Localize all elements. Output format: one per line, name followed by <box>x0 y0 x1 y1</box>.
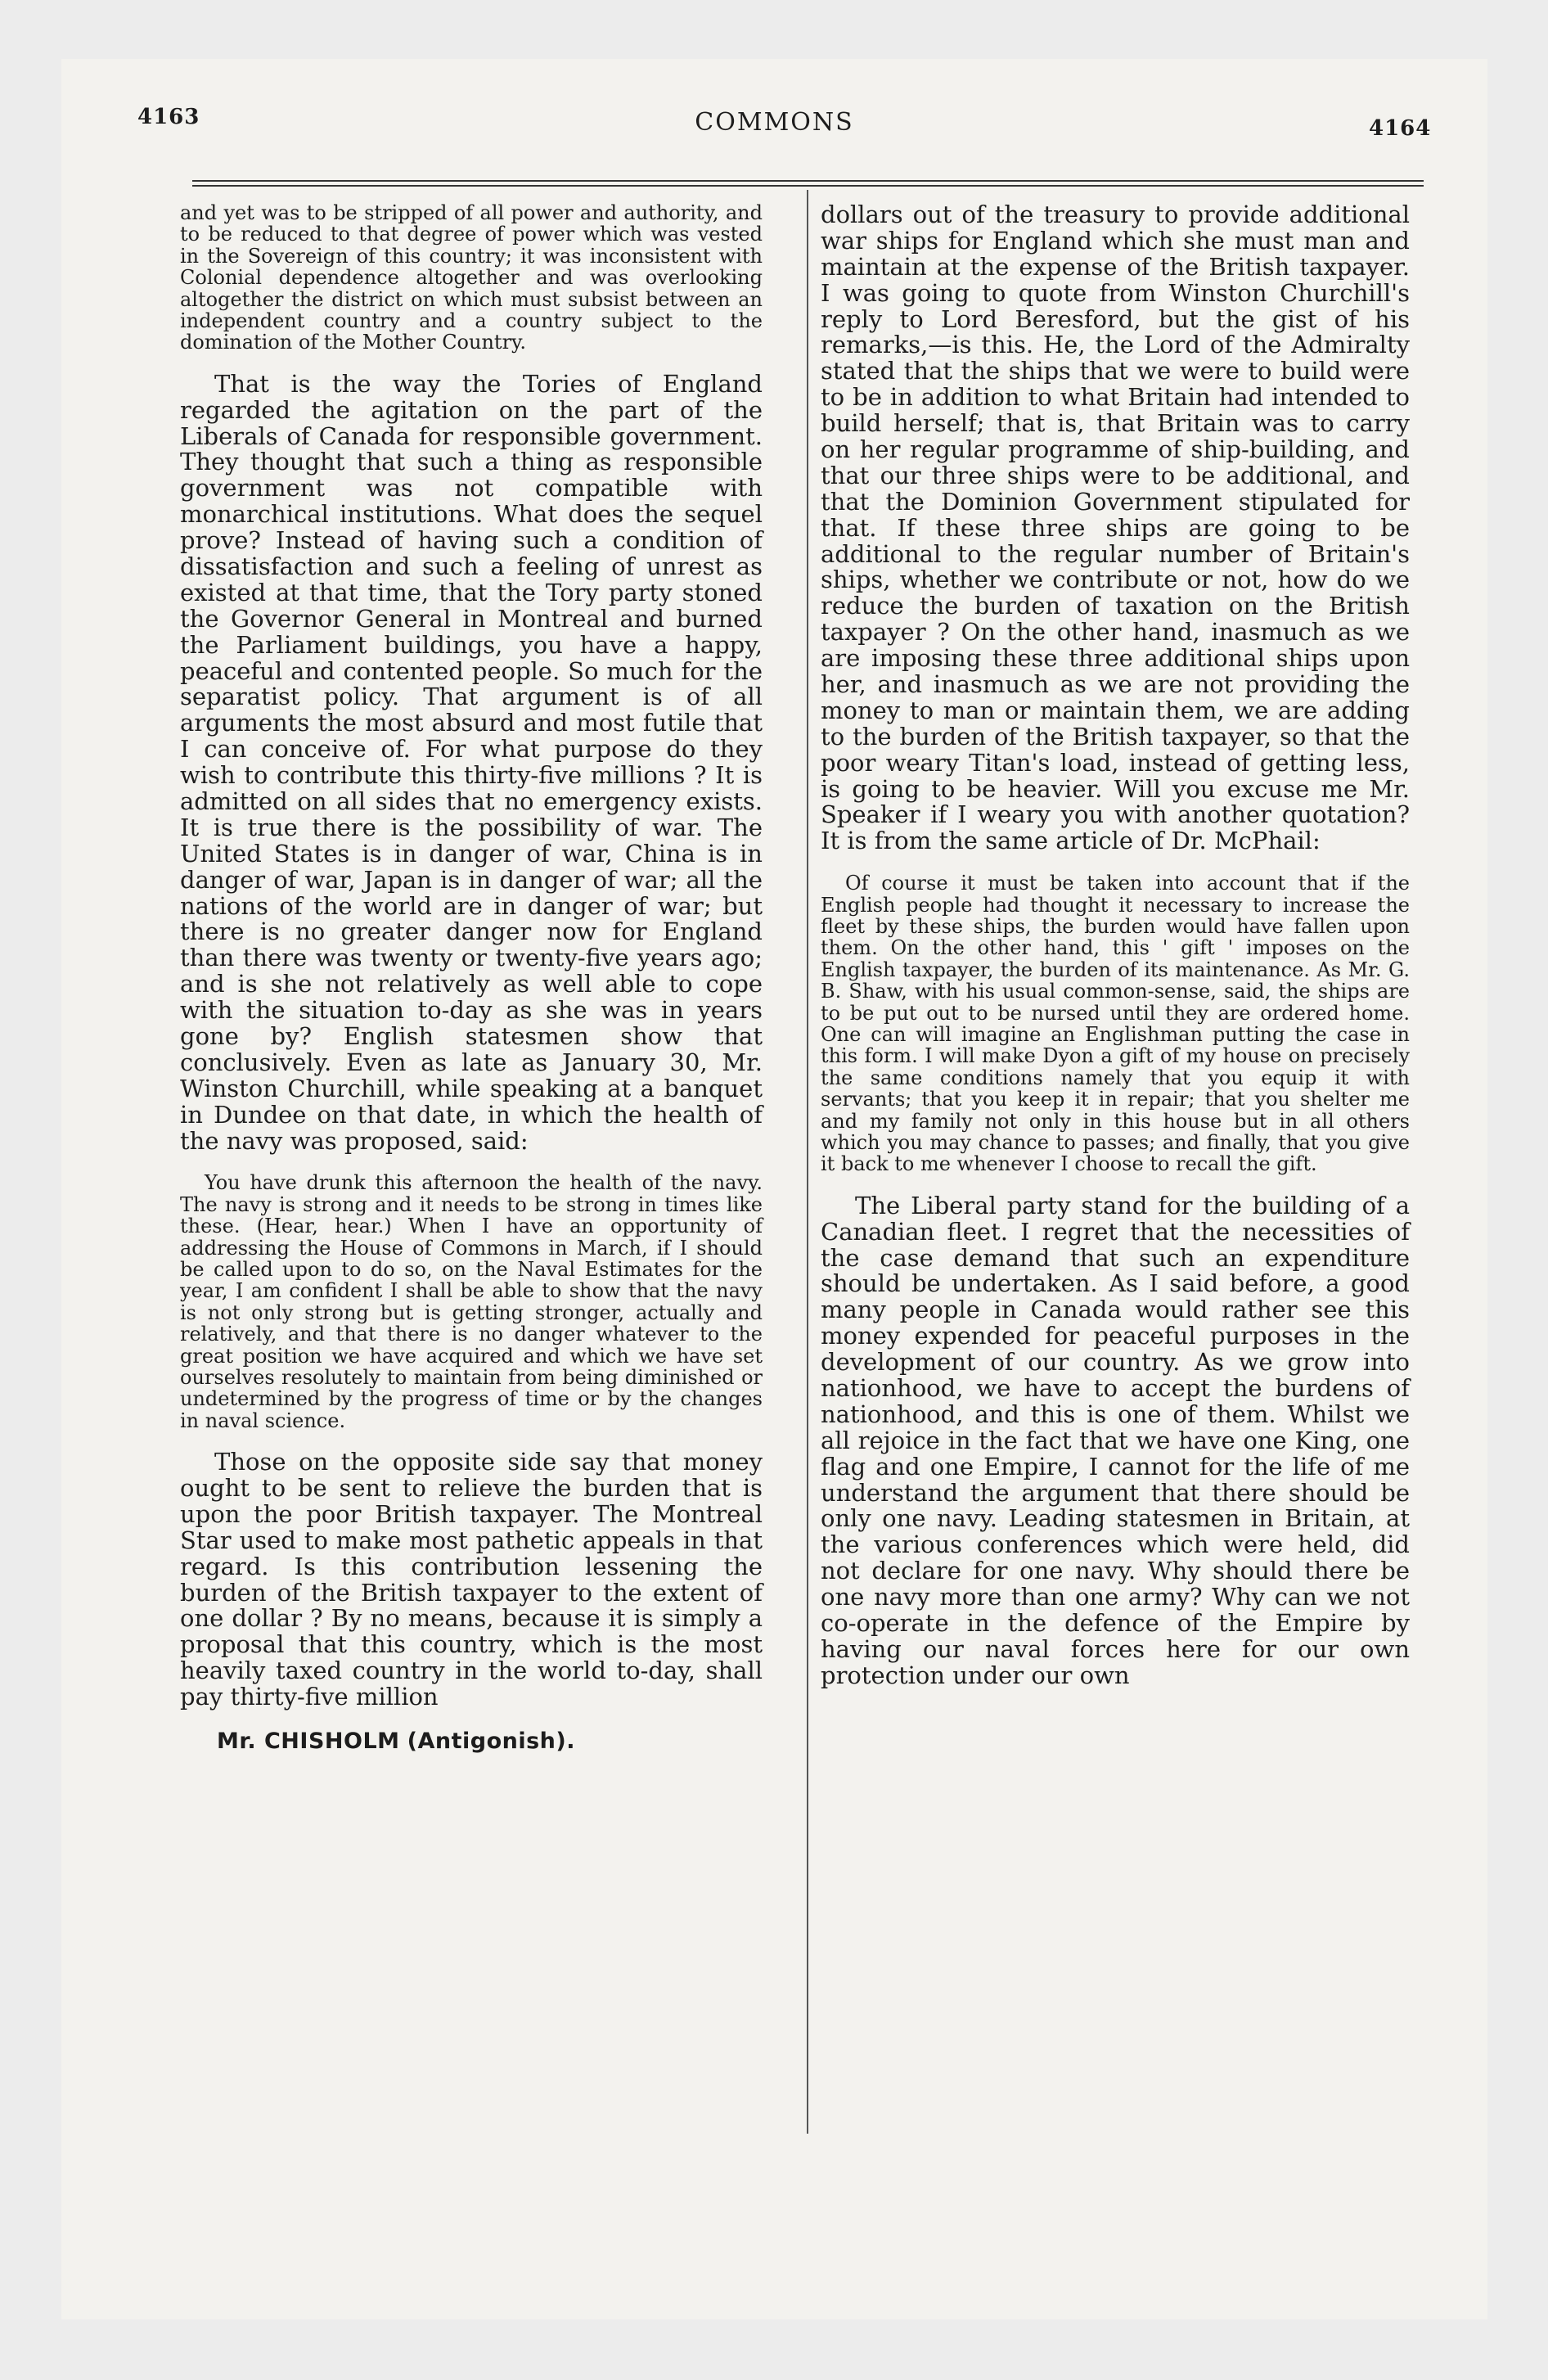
left-paragraph-continued: and yet was to be stripped of all power and authority, and to be reduced to that degree of power which was vested in the Sovereign of this country; it was inconsistent with Colonial dependence altogether and was overlooking altogether the district on which must subsist between an independent country and a country subject to the domination of the Mother Country. <box>180 201 763 354</box>
header-rule-bottom <box>192 185 1424 187</box>
running-title: COMMONS <box>695 108 854 137</box>
right-quote-mcphail: Of course it must be taken into account that if the English people had thought it necessary to increase the fleet by these ships, the burden would have fallen upon them. On the other hand, this ' gift ' imposes on the English taxpayer, the burden of its maintenance. As Mr. G. B. Shaw, with his usual common-sense, said, the ships are to be put out to be nursed until they are ordered home. One can will imagine an Englishman putting the case in this form. I will make Dyon a gift of my house on precisely the same conditions namely that you equip it with servants; that you keep it in repair; that you shelter me and my family not only in this house but in all others which you may chance to passes; and finally, that you give it back to me whenever I choose to recall the gift. <box>821 872 1410 1176</box>
left-quote-churchill: You have drunk this afternoon the health of the navy. The navy is strong and it needs to be strong in times like these. (Hear, hear.) When I have an opportunity of addressing the House of Commons in March, if I should be called upon to do so, on the Naval Estimates for the year, I am confident I shall be able to show that the navy is not only strong but is getting stronger, actually and relatively, and that there is no danger whatever to the great position we have acquired and which we have set ourselves resolutely to maintain from being diminished or undetermined by the progress of time or by the changes in naval science. <box>180 1171 763 1432</box>
right-paragraph-treasury: dollars out of the treasury to provide additional war ships for England which she must man and maintain at the expense of the British taxpayer. I was going to quote from Winston Churchill's reply to Lord Beresford, but the gist of his remarks,—is this. He, the Lord of the Admiralty stated that the ships that we were to build were to be in addition to what Britain had intended to build herself; that is, that Britain was to carry on her regular programme of ship-building, and that our three ships were to be additional, and that the Dominion Government stipulated for that. If these three ships are going to be additional to the regular number of Britain's ships, whether we contribute or not, how do we reduce the burden of taxation on the British taxpayer ? On the other hand, inasmuch as we are imposing these three additional ships upon her, and inasmuch as we are not providing the money to man or maintain them, we are adding to the burden of the British taxpayer, so that the poor weary Titan's load, instead of getting less, is going to be heavier. Will you excuse me Mr. Speaker if I weary you with another quotation? It is from the same article of Dr. McPhail: <box>821 201 1410 855</box>
speaker-name: Mr. CHISHOLM <box>217 1729 400 1755</box>
page-number-right: 4164 <box>1369 116 1432 141</box>
right-column <box>821 202 1410 1707</box>
header-rule-top <box>192 180 1424 182</box>
column-divider <box>807 190 808 2134</box>
left-paragraph-tories: That is the way the Tories of England regarded the agitation on the part of the Liberals of Canada for responsible government. They thought that such a thing as responsible government was not compatible with monarchical institutions. What does the sequel prove? Instead of having such a condition of dissatisfaction and such a feeling of unrest as existed at that time, that the Tory party stoned the Governor General in Montreal and burned the Parliament buildings, you have a happy, peaceful and contented people. So much for the separatist policy. That argument is of all arguments the most absurd and most futile that I can conceive of. For what purpose do they wish to contribute this thirty-five millions ? It is admitted on all sides that no emergency exists. It is true there is the possibility of war. The United States is in danger of war, China is in danger of war, Japan is in danger of war; all the nations of the world are in danger of war; but there is no greater danger now for England than there was twenty or twenty-five years ago; and is she not relatively as well able to cope with the situation to-day as she was in years gone by? English statesmen show that conclusively. Even as late as January 30, Mr. Winston Churchill, while speaking at a banquet in Dundee on that date, in which the health of the navy was proposed, said: <box>180 369 763 1155</box>
footer-speaker <box>217 1729 763 1754</box>
page-sheet <box>61 59 1487 2319</box>
left-paragraph-taxpayer: Those on the opposite side say that money ought to be sent to relieve the burden that is upon the poor British taxpayer. The Montreal Star used to make most pathetic appeals in that regard. Is this contribution lessening the burden of the British taxpayer to the extent of one dollar ? By no means, because it is simply a proposal that this country, which is the most heavily taxed country in the world to-day, shall pay thirty-five million <box>180 1448 763 1711</box>
left-column <box>180 202 763 1754</box>
page-number-left: 4163 <box>137 105 200 129</box>
speaker-riding: (Antigonish). <box>407 1729 575 1755</box>
right-paragraph-liberal-party: The Liberal party stand for the building of a Canadian fleet. I regret that the necessities of the case demand that such an expenditure should be undertaken. As I said before, a good many people in Canada would rather see this money expended for peaceful purposes in the development of our country. As we grow into nationhood, we have to accept the burdens of nationhood, and this is one of them. Whilst we all rejoice in the fact that we have one King, one flag and one Empire, I cannot for the life of me understand the argument that there should be only one navy. Leading statesmen in Britain, at the various conferences which were held, did not declare for one navy. Why should there be one navy more than one army? Why can we not co-operate in the defence of the Empire by having our naval forces here for our own protection under our own <box>821 1191 1410 1689</box>
